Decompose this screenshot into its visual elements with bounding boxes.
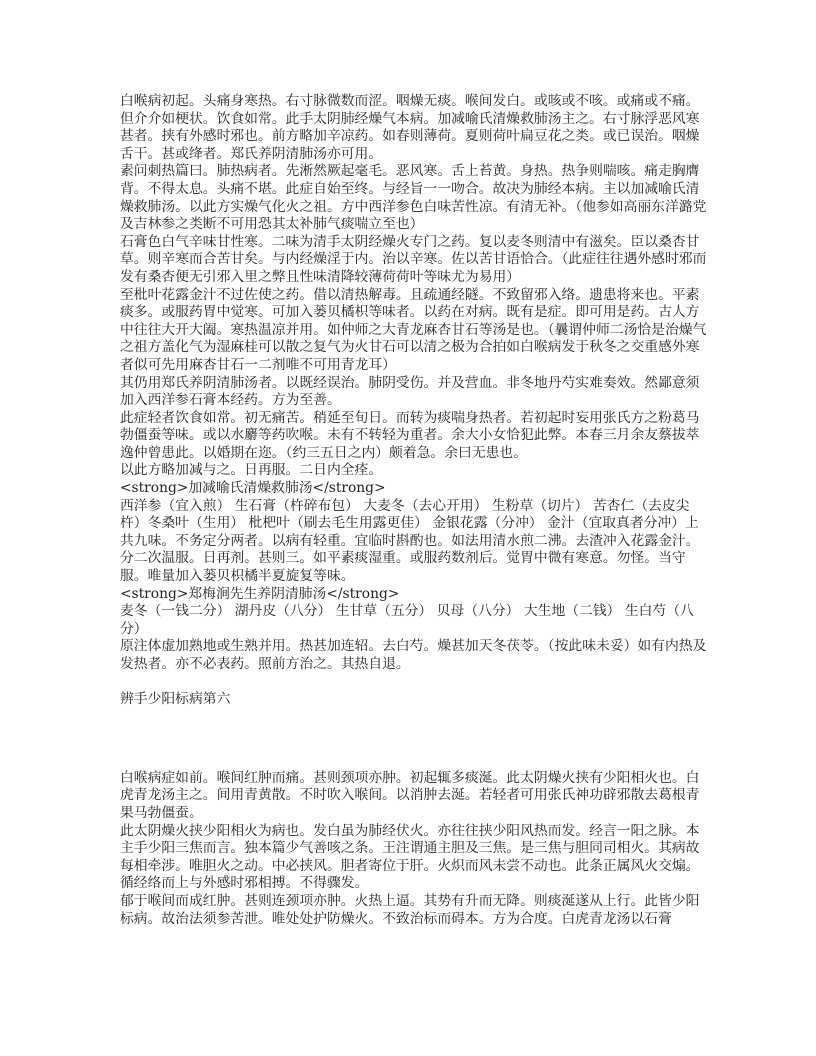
paragraph: 白喉病症如前。喉间红肿而痛。甚则颈项亦肿。初起辄多痰涎。此太阴燥火挟有少阳相火也。白虎青龙汤主之。间用青黄散。不时吹入喉间。以消肿去涎。若轻者可用张氏神功辟邪散去葛根青果马勃僵蚕。 (120, 769, 700, 821)
paragraph: 素问刺热篇曰。肺热病者。先淅然厥起毫毛。恶风寒。舌上苔黄。身热。热争则喘咳。痛走胸膺背。不得太息。头痛不堪。此症自始至终。与经旨一一吻合。故决为肺经本病。主以加减喻氏清燥救肺汤。以此方实燥气化火之祖。方中西洋参色白味苦性凉。有清无补。（他参如高丽东洋潞党及吉林参之类断不可用恐其太补肺气痰喘立至也） (120, 163, 707, 233)
formula-title: <strong>郑梅涧先生养阴清肺汤</strong> (120, 585, 400, 602)
paragraph: 原注体虚加熟地或生熟并用。热甚加连轺。去白芍。燥甚加天冬茯苓。（按此味未妥）如有内热及发热者。亦不必表药。照前方治之。其热自退。 (120, 638, 707, 672)
section-heading: 辨手少阳标病第六 (120, 691, 231, 708)
paragraph: 石膏色白气辛味甘性寒。二味为清手太阴经燥火专门之药。复以麦冬则清中有滋矣。臣以桑杏甘草。则辛寒而合苦甘矣。与内经燥淫于内。治以辛寒。佐以苦甘语恰合。（此症往往遇外感时邪而发有桑杏便无引邪入里之弊且性味清降较薄荷荷叶等味尤为易用） (120, 233, 707, 285)
spacer (120, 674, 710, 692)
section-shoutaiyin (120, 93, 710, 674)
paragraph: 以此方略加减与之。日再服。二日内全痊。 (120, 462, 383, 479)
paragraph: 郁于喉间而成红肿。甚则连颈项亦肿。火热上逼。其势有升而无降。则痰涎遂从上行。此皆少阳标病。故治法须参苦泄。唯处处护防燥火。不致治标而碍本。方为合度。白虎青龙汤以石膏 (120, 892, 700, 927)
document-page (120, 93, 710, 928)
paragraph: 此太阴燥火挟少阳相火为病也。发白虽为肺经伏火。亦往往挟少阳风热而发。经言一阳之脉。本主手少阳三焦而言。独本篇少气善咳之条。王注谓通主胆及三焦。是三焦与胆同司相火。其病故每相牵涉。唯胆火之动。中必挟风。胆者寄位于肝。火炽而风未尝不动也。此条正属风火交煽。循经络而上与外感时邪相搏。不得骤发。 (120, 822, 700, 892)
paragraph: 其仍用郑氏养阴清肺汤者。以既经误治。肺阴受伤。并及营血。非冬地丹芍实难奏效。然鄙意须加入西洋参石膏本经药。方为至善。 (120, 374, 700, 409)
paragraph: 白喉病初起。头痛身寒热。右寸脉微数而涩。咽燥无痰。喉间发白。或咳或不咳。或痛或不痛。但介介如梗状。饮食如常。此手太阴肺经燥气本病。加减喻氏清燥救肺汤主之。右寸脉浮恶风寒甚者。挟有外感时邪也。前方略加辛凉药。如春则薄荷。夏则荷叶扁豆花之类。或已误治。咽燥舌干。甚或绛者。郑氏养阴清肺汤亦可用。 (120, 93, 700, 162)
spacer (120, 709, 710, 770)
formula-ingredients: 麦冬（一钱二分） 湖丹皮（八分） 生甘草（五分） 贝母（八分） 大生地（二钱） 生白芍（八分） (120, 603, 694, 637)
section-shaoyang (120, 770, 710, 928)
formula-ingredients: 西洋参（宜入煎） 生石膏（杵碎布包） 大麦冬（去心开用） 生粉草（切片） 苦杏仁（去皮尖杵）冬桑叶（生用） 枇杷叶（刷去毛生用露更佳） 金银花露（分冲） 金汁（宜取真者分冲）上共九味。不务定分两者。以病有轻重。宜临时斟酌也。如法用清水煎二沸。去渣冲入花露金汁。分二次温服。日再剂。甚则三。如平素痰湿重。或服药数剂后。觉胃中微有寒意。勿怪。当守服。唯量加入蒌贝枳橘半夏旋复等味。 (120, 497, 700, 585)
paragraph: 此症轻者饮食如常。初无痛苦。稍延至旬日。而转为痰喘身热者。若初起时妄用张氏方之粉葛马勃僵蚕等味。或以水麝等药吹喉。未有不转轻为重者。余大小女恰犯此弊。本春三月余友蔡拔萃逸仲曾患此。以婚期在迩。（约三五日之内）颇着急。余曰无患也。 (120, 409, 700, 461)
paragraph: 至枇叶花露金汁不过佐使之药。借以清热解毒。且疏通经隧。不致留邪入络。遗患将来也。平素痰多。或服药胃中觉寒。可加入蒌贝橘枳等味者。以药在对病。既有是症。即可用是药。古人方中往往大开大阖。寒热温凉并用。如仲师之大青龙麻杏甘石等汤是也。（曩谓仲师二汤恰是治燥气之祖方盖化气为湿麻桂可以散之复气为火甘石可以清之极为合拍如白喉病发于秋冬之交重感外寒者似可先用麻杏甘石一二剂唯不可用青龙耳） (120, 286, 707, 373)
formula-title: <strong>加减喻氏清燥救肺汤</strong> (120, 480, 386, 497)
